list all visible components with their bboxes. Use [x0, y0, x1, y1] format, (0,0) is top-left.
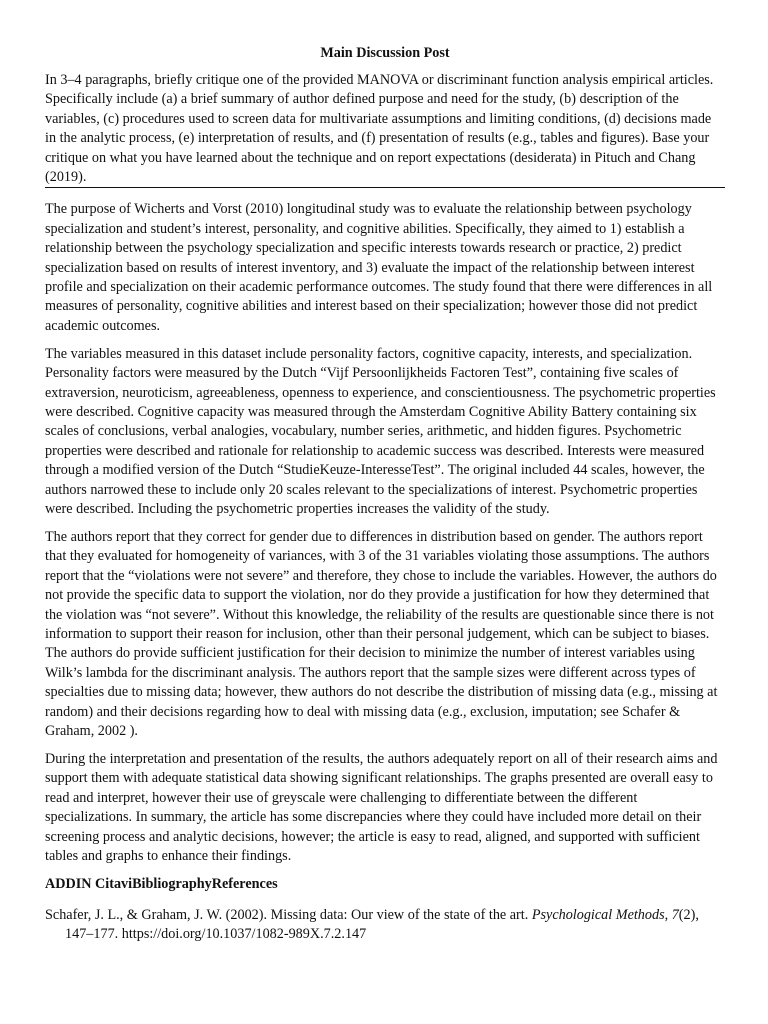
paragraph-screening: The authors report that they correct for gender due to differences in distribution based on gender. The authors report that they evaluated for homogeneity of variances, with 3 of the 31 variables violating those assumptions. The authors report that the “violations were not severe” and therefore, they chose to include the variables. However, the authors do not provide the specific data to support the violation, nor do they provide a justification for how they determined that the violation was “not severe”. Without this knowledge, the reliability of the results are questionable since there is not information to support their reason for inclusion, other than their personal judgement, which can be subject to biases. The authors do provide sufficient justification for their decision to minimize the number of interest variables using Wilk’s lambda for the discriminant analysis. The authors report that the sample sizes were different across types of specialties due to missing data; however, thew authors do not describe the distribution of missing data (e.g., missing at random) and their decisions regarding how to deal with missing data (e.g., exclusion, imputation; see Schafer & Graham, 2002 ).: [45, 528, 718, 739]
reference-journal: Psychological Methods: [531, 906, 665, 923]
reference-citation: Schafer, J. L., & Graham, J. W. (2002). Missing data: Our view of the state of the art.: [45, 906, 532, 923]
reference-volume: 7: [671, 906, 679, 923]
reference-entry: [45, 906, 725, 945]
assignment-prompt: In 3–4 paragraphs, briefly critique one of the provided MANOVA or discriminant function analysis empirical articles. Specifically include (a) a brief summary of author defined purpose and need for the study, (b) description of the variables, (c) procedures used to screen data for multivariate assumptions and limiting conditions, (d) decisions made in the analytic process, (e) interpretation of results, and (f) presentation of results (e.g., tables and figures). Base your critique on what you have learned about the technique and on report expectations (desiderata) in Pituch and Chang (2019).: [45, 71, 725, 188]
paragraph-interpretation: During the interpretation and presentation of the results, the authors adequately report on all of their research aims and support them with adequate statistical data showing significant relationships. The graphs presented are overall easy to read and interpret, however their use of greyscale were challenging to differentiate between the different specializations. In summary, the article has some discrepancies where they could have included more detail on their screening process and analytic decisions, however; the article is easy to read, aligned, and supported with sufficient tables and graphs to enhance their findings.: [45, 750, 718, 864]
paragraph-variables: The variables measured in this dataset include personality factors, cognitive capacity, interests, and specialization. Personality factors were measured by the Dutch “Vijf Persoonlijkheids Factoren Test”, containing five scales of extraversion, neuroticism, agreeableness, openness to experience, and conscientiousness. The psychometric properties were described. Cognitive capacity was measured through the Amsterdam Cognitive Ability Battery containing six scales of conclusions, verbal analogies, vocabulary, number series, arithmetic, and hidden figures. Psychometric properties were described and rationale for relationship to academic success was described. Interests were measured through a modified version of the Dutch “StudieKeuze-InteresseTest”. The original included 44 scales, however, the authors narrowed these to include only 20 scales relevant to the specializations of interest. Psychometric properties were described. Including the psychometric properties increases the validity of the study.: [45, 345, 716, 518]
reference-doi: (2), 147–177. https://doi.org/10.1037/1082-989X.7.2.147: [65, 906, 699, 943]
paragraph-purpose: The purpose of Wicherts and Vorst (2010) longitudinal study was to evaluate the relationship between psychology specialization and student’s interest, personality, and cognitive abilities. Specifically, they aimed to 1) establish a relationship between the psychology specialization and specific interests towards research or practice, 2) predict specialization based on results of interest inventory, and 3) evaluate the impact of the relationship between interest profile and specialization on their academic performance outcomes. The study found that there were differences in all measures of personality, cognitive abilities and interest based on their specialization; however those did not predict academic outcomes.: [45, 201, 713, 334]
document-page: [45, 44, 725, 945]
page-title: Main Discussion Post: [320, 45, 450, 61]
reference-separator: ,: [664, 906, 672, 923]
bibliography-heading: ADDIN CitaviBibliographyReferences: [45, 875, 278, 892]
